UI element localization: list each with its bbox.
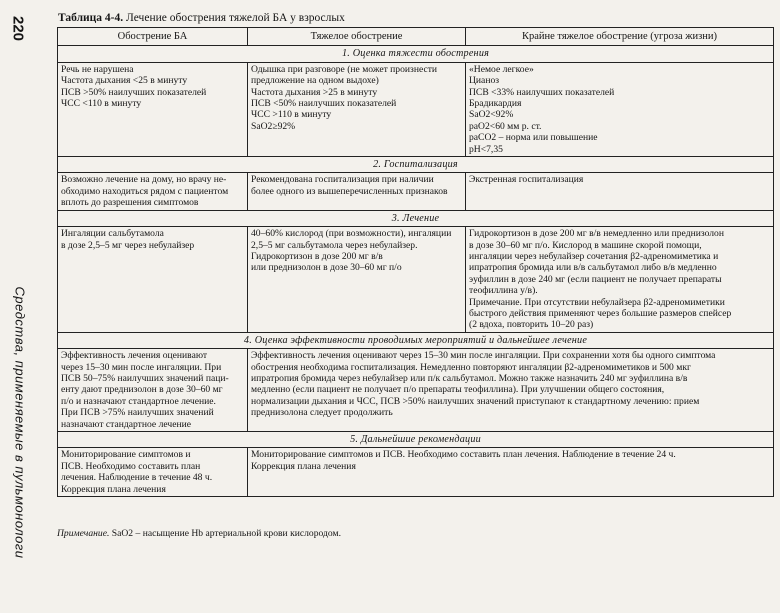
table-cell bbox=[58, 227, 248, 333]
section-header-row bbox=[58, 432, 774, 448]
table-cell bbox=[466, 227, 774, 333]
table-row bbox=[58, 448, 774, 497]
cell-line: Гидрокортизон в дозе 200 мг в/в немедленно или преднизолон bbox=[469, 228, 724, 240]
cell-line: вплоть до разрешения симптомов bbox=[61, 197, 199, 209]
cell-line: Ингаляции сальбутамола bbox=[61, 228, 164, 240]
cell-line: Цианоз bbox=[469, 75, 500, 87]
cell-line: Примечание. При отсутствии небулайзера β2-адреномиметики bbox=[469, 296, 725, 308]
cell-line: медленно (если пациент не получает п/о препараты теофиллина). При улучшении общего состояния, bbox=[251, 384, 665, 396]
cell-line: (2 вдоха, повторить 10–20 раз) bbox=[469, 319, 594, 331]
cell-line: Мониторирование симптомов и bbox=[61, 449, 191, 461]
section-title: 1. Оценка тяжести обострения bbox=[58, 46, 774, 62]
cell-line: ипратропия бромида через небулайзер или п/к сальбутамол. Можно также назначить 240 мг эуфиллина в/в bbox=[251, 372, 688, 384]
cell-line: ПСВ <33% наилучших показателей bbox=[469, 86, 615, 98]
cell-line: «Немое легкое» bbox=[469, 63, 534, 75]
table-cell bbox=[248, 173, 466, 210]
cell-line: теофиллина у/в). bbox=[469, 285, 538, 297]
section-title: 2. Госпитализация bbox=[58, 157, 774, 173]
cell-line: быстрого действия применяют через большие размеров спейсер bbox=[469, 307, 732, 319]
section-title: 5. Дальнейшие рекомендации bbox=[58, 432, 774, 448]
cell-line: лечения. Наблюдение в течение 48 ч. bbox=[61, 472, 213, 484]
cell-line: Экстренная госпитализация bbox=[469, 174, 584, 186]
table-cell bbox=[248, 62, 466, 156]
table-cell bbox=[466, 62, 774, 156]
running-header: Средства, применяемые в пульмонологи bbox=[12, 286, 28, 559]
cell-line: нормализации дыхания и ЧСС, ПСВ >50% наилучших значений приступают к стандартному лечению: прием bbox=[251, 395, 700, 407]
treatment-table bbox=[57, 27, 774, 497]
cell-line: Эффективность лечения оценивают через 15–30 мин после ингаляции. При сохранении хотя бы одного симптома bbox=[251, 350, 716, 362]
header-cell-exacerbation: Обострение БА bbox=[58, 28, 248, 46]
section-header-row bbox=[58, 157, 774, 173]
cell-line: Частота дыхания <25 в минуту bbox=[61, 75, 188, 87]
cell-line: ЧСС >110 в минуту bbox=[251, 109, 332, 121]
cell-line: ПСВ <50% наилучших показателей bbox=[251, 98, 397, 110]
cell-line: Возможно лечение на дому, но врачу не- bbox=[61, 174, 227, 186]
cell-line: енту дают преднизолон в дозе 30–60 мг bbox=[61, 384, 223, 396]
cell-line: в дозе 30–60 мг п/о. Кислород в машине скорой помощи, bbox=[469, 239, 702, 251]
cell-line: назначают стандартное лечение bbox=[61, 418, 191, 430]
cell-line: ПСВ 50–75% наилучших значений паци- bbox=[61, 372, 229, 384]
cell-line: преднизолона следует продолжить bbox=[251, 407, 393, 419]
footnote bbox=[57, 528, 341, 539]
cell-line: 40–60% кислород (при возможности), ингаляции bbox=[251, 228, 452, 240]
cell-line: ЧСС <110 в минуту bbox=[61, 98, 142, 110]
table-cell bbox=[58, 448, 248, 497]
cell-line: SaO2<92% bbox=[469, 109, 514, 121]
table-cell bbox=[58, 349, 248, 432]
cell-line: в дозе 2,5–5 мг через небулайзер bbox=[61, 239, 195, 251]
table-cell bbox=[248, 448, 774, 497]
cell-line: 2,5–5 мг сальбутамола через небулайзер. bbox=[251, 239, 418, 251]
table-title bbox=[58, 12, 345, 24]
cell-line: ПСВ >50% наилучших показателей bbox=[61, 86, 207, 98]
cell-line: обходимо находиться рядом с пациентом bbox=[61, 185, 229, 197]
header-cell-severe: Тяжелое обострение bbox=[248, 28, 466, 46]
table-cell bbox=[466, 173, 774, 210]
header-cell-life-threatening: Крайне тяжелое обострение (угроза жизни) bbox=[466, 28, 774, 46]
cell-line: Коррекция плана лечения bbox=[61, 483, 166, 495]
cell-line: ингаляции через небулайзер сочетания β2-адреномиметика и bbox=[469, 250, 719, 262]
section-header-row bbox=[58, 210, 774, 226]
cell-line: обострения необходима госпитализация. Немедленно повторяют ингаляции β2-адреномиметиков и 500 мкг bbox=[251, 361, 691, 373]
cell-line: Эффективность лечения оценивают bbox=[61, 350, 208, 362]
table-row bbox=[58, 349, 774, 432]
footnote-label: Примечание. bbox=[57, 528, 110, 539]
section-header-row bbox=[58, 332, 774, 348]
cell-line: При ПСВ >75% наилучших значений bbox=[61, 407, 214, 419]
cell-line: п/о и назначают стандартное лечение. bbox=[61, 395, 216, 407]
cell-line: pH<7,35 bbox=[469, 143, 503, 155]
cell-line: Гидрокортизон в дозе 200 мг в/в bbox=[251, 250, 383, 262]
cell-line: предложение на одном выдохе) bbox=[251, 75, 379, 87]
cell-line: или преднизолон в дозе 30–60 мг п/о bbox=[251, 262, 402, 274]
cell-line: Одышка при разговоре (не может произнести bbox=[251, 63, 438, 75]
cell-line: Рекомендована госпитализация при наличии bbox=[251, 174, 434, 186]
section-header-row bbox=[58, 46, 774, 62]
table-row bbox=[58, 227, 774, 333]
page-number: 220 bbox=[9, 15, 27, 42]
table-cell bbox=[248, 227, 466, 333]
cell-line: Коррекция плана лечения bbox=[251, 460, 356, 472]
cell-line: ипратропия бромида или в/в сальбутамол либо в/в медленно bbox=[469, 262, 717, 274]
cell-line: ПСВ. Необходимо составить план bbox=[61, 460, 201, 472]
cell-line: Частота дыхания >25 в минуту bbox=[251, 86, 378, 98]
table-cell bbox=[58, 62, 248, 156]
table-cell bbox=[58, 173, 248, 210]
section-title: 3. Лечение bbox=[58, 210, 774, 226]
cell-line: Речь не нарушена bbox=[61, 63, 134, 75]
table-title-text: Лечение обострения тяжелой БА у взрослых bbox=[126, 12, 345, 24]
cell-line: эуфиллин в дозе 240 мг (если пациент не получает препараты bbox=[469, 273, 722, 285]
cell-line: Брадикардия bbox=[469, 98, 522, 110]
footnote-text: SaO2 – насыщение Hb артериальной крови кислородом. bbox=[111, 528, 342, 539]
cell-line: paO2<60 мм р. ст. bbox=[469, 120, 542, 132]
table-cell bbox=[248, 349, 774, 432]
table-header-row bbox=[58, 28, 774, 46]
section-title: 4. Оценка эффективности проводимых мероприятий и дальнейшее лечение bbox=[58, 332, 774, 348]
cell-line: Мониторирование симптомов и ПСВ. Необходимо составить план лечения. Наблюдение в течение 24 ч. bbox=[251, 449, 676, 461]
cell-line: через 15–30 мин после ингаляции. При bbox=[61, 361, 222, 373]
cell-line: paCO2 – норма или повышение bbox=[469, 132, 598, 144]
table-title-label: Таблица 4-4. bbox=[58, 12, 124, 24]
cell-line: SaO2≥92% bbox=[251, 120, 296, 132]
table-row bbox=[58, 173, 774, 210]
cell-line: более одного из вышеперечисленных признаков bbox=[251, 185, 448, 197]
table-row bbox=[58, 62, 774, 156]
